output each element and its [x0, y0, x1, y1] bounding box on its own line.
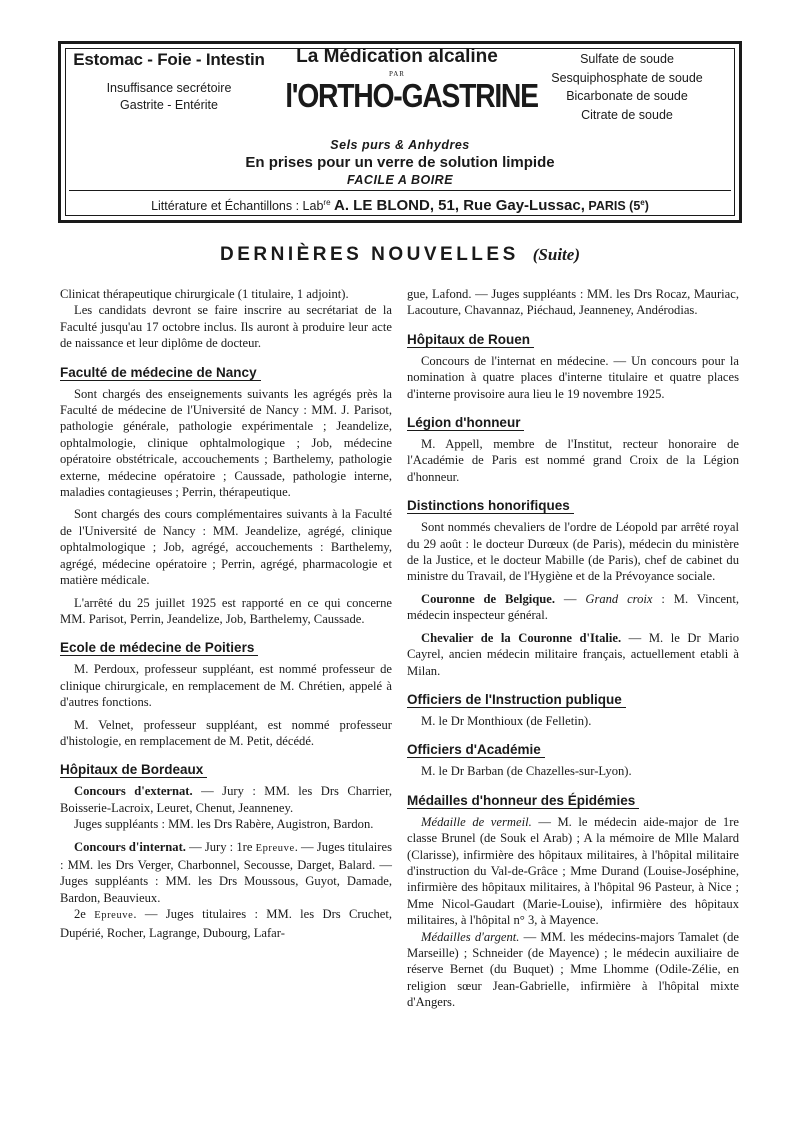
ad-bottom-city — [588, 199, 649, 213]
paragraph: M. Appell, membre de l'Institut, recteur honoraire de l'Académie de Paris est nommé grand Croix de la Légion d'honneur. — [407, 437, 739, 484]
ad-facile-line: FACILE A BOIRE — [346, 173, 454, 187]
ad-brand-name: l'ORTHO-GASTRINE — [285, 77, 538, 114]
ad-center-title: La Médication alcaline — [296, 46, 498, 67]
paragraph: Les candidats devront se faire inscrire au secrétariat de la Faculté jusqu'au 17 octobre inclus. Ils auront à produire leur acte de naissance et leur diplôme de docteur. — [60, 303, 392, 351]
ad-center-par: PAR — [389, 70, 405, 78]
italic-text: Grand croix — [585, 591, 653, 606]
section-title-nancy — [60, 364, 392, 382]
section-title-distinctions — [407, 497, 739, 515]
run-in-text: . — Juges titulaires : MM. les Drs Cruchet, Dupérié, Rocher, Lagrange, Dubourg, Lafar- — [60, 907, 392, 940]
section-title-text: Distinctions honorifiques — [407, 498, 574, 514]
run-in-text: — — [555, 591, 586, 606]
paragraph: Juges suppléants : MM. les Drs Rabère, Augistron, Bardon. — [74, 817, 374, 832]
section-heading — [0, 244, 800, 266]
ad-middle-block — [61, 138, 739, 187]
paragraph: M. le Dr Barban (de Chazelles-sur-Lyon). — [421, 764, 632, 779]
ad-left-line2: Gastrite - Entérite — [120, 98, 218, 112]
run-in-text: — Jury : 1re — [185, 839, 256, 854]
ad-center-block — [267, 46, 538, 114]
run-in-text: — M. le Dr Mario Cayrel, ancien médecin militaire français, actuellement etabli à Milan. — [407, 630, 739, 678]
paragraph: L'arrêté du 25 juillet 1925 est rapporté en ce qui concerne MM. Parisot, Perrin, Jeandelize, Job, Barthelemy, Caussade. — [60, 595, 392, 626]
section-title-text: Hôpitaux de Rouen — [407, 332, 534, 348]
ad-right-line: Sulfate de soude — [580, 52, 674, 66]
section-title-text: Officiers d'Académie — [407, 742, 545, 758]
paragraph — [60, 906, 392, 941]
paragraph — [60, 783, 392, 816]
paragraph — [407, 630, 739, 679]
ad-bottom-prefix: Littérature et Échantillons : Lab — [151, 199, 324, 213]
run-in-text: : M. Vincent, médecin inspecteur général. — [407, 591, 739, 623]
section-title-poitiers — [60, 639, 392, 657]
paragraph: Concours de l'internat en médecine. — Un concours pour la nomination à quatre places d'interne titulaire et quatre places d'interne provisoire aura lieu le 19 novembre 1925. — [407, 353, 739, 401]
run-in-text: — Jury : MM. les Drs Charrier, Boisserie-Lacroix, Leuret, Chenut, Jeanneney. — [60, 784, 392, 815]
run-in-text: 2e — [74, 907, 95, 922]
ad-right-block — [529, 50, 725, 124]
paragraph — [407, 591, 739, 624]
paragraph — [60, 839, 392, 907]
ad-left-block — [69, 50, 269, 114]
section-heading-title: DERNIÈRES NOUVELLES — [220, 244, 519, 265]
run-in-text: . — Juges titulaires : MM. les Drs Verger, Charbonnel, Secousse, Darget, Balard. — Juges suppléants : MM. les Drs Moussous, Guyot, Damade, Bardon, Beauvieux. — [60, 839, 392, 905]
small-caps-word: Epreuve — [94, 910, 134, 922]
paragraph: Sont nommés chevaliers de l'ordre de Léopold par arrêté royal du 29 août : le docteur Durœux (de Paris), médecin du ministère de la Justice, et le docteur Mabille (de Paris), chef de cabinet du ministre du Travail, de l'Hygiène et de la Prévoyance sociale. — [407, 520, 739, 584]
section-title-academie — [407, 741, 739, 759]
section-title-rouen — [407, 331, 739, 349]
section-heading-suite: (Suite) — [532, 245, 580, 264]
ad-separator — [69, 190, 731, 191]
advertisement-box — [58, 41, 742, 223]
ad-bottom-city-text: PARIS (5 — [588, 199, 641, 213]
run-in-label: Concours d'internat. — [74, 839, 186, 854]
ad-bottom-city-end: ) — [644, 199, 649, 213]
small-caps-word: Epreuve — [255, 842, 295, 854]
ad-bottom-sup: re — [323, 197, 331, 207]
paragraph: Sont chargés des enseignements suivants les agrégés près la Faculté de médecine de l'Université de Nancy : MM. J. Parisot, pathologie générale, pathologie expérimentale ; Jeandelize, ophtalmologie, clinique ophtalmologique ; Job, médecine opératoire obstétricale, accouchements ; Barthelemy, pathologie externe, médecine opératoire ; Caussade, pathologie interne, maladies contagieuses ; Perrin, thérapeutique. — [60, 386, 392, 500]
ad-prises-line: En prises pour un verre de solution limpide — [245, 154, 555, 171]
section-title-text: Faculté de médecine de Nancy — [60, 365, 261, 381]
paragraph — [407, 814, 739, 929]
section-title-text: Hôpitaux de Bordeaux — [60, 762, 207, 778]
paragraph: M. Velnet, professeur suppléant, est nommé professeur d'histologie, en remplacement de M. Petit, décédé. — [60, 717, 392, 748]
section-title-bordeaux — [60, 761, 392, 779]
section-title-text: Légion d'honneur — [407, 415, 524, 431]
run-in-label: Concours d'externat. — [74, 784, 193, 799]
ad-left-line1: Insuffisance secrétoire — [106, 81, 232, 95]
paragraph: Clinicat thérapeutique chirurgicale (1 titulaire, 1 adjoint). — [60, 287, 349, 301]
paragraph: M. le Dr Monthioux (de Felletin). — [421, 713, 592, 728]
section-title-text: Médailles d'honneur des Épidémies — [407, 793, 639, 809]
ad-bottom-city-sup: e — [640, 197, 645, 207]
paragraph: Sont chargés des cours complémentaires suivants à la Faculté de l'Université de Nancy : MM. Jeandelize, agrégé, clinique ophtalmologique ; Job, agrégé, accouchements : Barthelemy, agrégé, médecine opératoire ; Perrin, agrégé, pharmacologie et matière médicale. — [60, 507, 392, 588]
ad-sels-line: Sels purs & Anhydres — [330, 138, 470, 152]
ad-right-line: Bicarbonate de soude — [566, 89, 688, 103]
ad-bottom-address: A. LE BLOND, 51, Rue Gay-Lussac, — [334, 197, 585, 214]
run-in-label: Couronne de Belgique. — [421, 591, 556, 606]
ad-right-line: Sesquiphosphate de soude — [551, 70, 703, 85]
paragraph: gue, Lafond. — Juges suppléants : MM. les Drs Rocaz, Mauriac, Lacouture, Chavannaz, Piéchaud, Jeanneney, Andérodias. — [407, 287, 739, 318]
section-title-epidemies — [407, 792, 739, 810]
paragraph: M. Perdoux, professeur suppléant, est nommé professeur de clinique chirurgicale, en remplacement de M. Chrétien, appelé à d'autres fonctions. — [60, 662, 392, 710]
section-title-text: Officiers de l'Instruction publique — [407, 692, 626, 708]
run-in-text: — MM. les médecins-majors Tamalet (de Marseille) ; Schneider (de Mayence) ; le médecin auxiliaire de réserve Bernet (du Buquet) ; Mme Lhomme (Odile-Zélie, en religion sœur Jean-Gabrielle, infirmière à l'hôpital mixte d'Angers. — [407, 929, 739, 1010]
section-title-text: Ecole de médecine de Poitiers — [60, 640, 258, 656]
ad-bottom-line — [61, 197, 739, 214]
ad-left-title: Estomac - Foie - Intestin — [73, 50, 265, 69]
left-column — [60, 286, 392, 941]
run-in-label: Chevalier de la Couronne d'Italie. — [421, 630, 622, 645]
section-title-instruction — [407, 691, 739, 709]
run-in-text: — M. le médecin aide-major de 1re classe Brunel (de Souk el Arab) ; A la mémoire de Mlle Malard (Clarisse), infirmière des hôpitaux militaires, à l'hôpital militaire d'instruction du Val-de-Grâce ; Mme Durand (Louise-Joséphine, infirmière des hôpitaux militaires, à l'hôpital 96 Pasteur, à Nice ; Mme Nicol-Gaudart (Marie-Louise), infirmière des hôpitaux militaires, à l'hôpital n° 3, à Mayence. — [407, 814, 739, 928]
section-title-legion — [407, 414, 739, 432]
italic-text: Médaille de vermeil. — [421, 814, 532, 829]
italic-text: Médailles d'argent. — [421, 929, 520, 944]
paragraph — [407, 929, 739, 1011]
ad-right-line: Citrate de soude — [581, 107, 673, 122]
right-column — [407, 286, 739, 1011]
